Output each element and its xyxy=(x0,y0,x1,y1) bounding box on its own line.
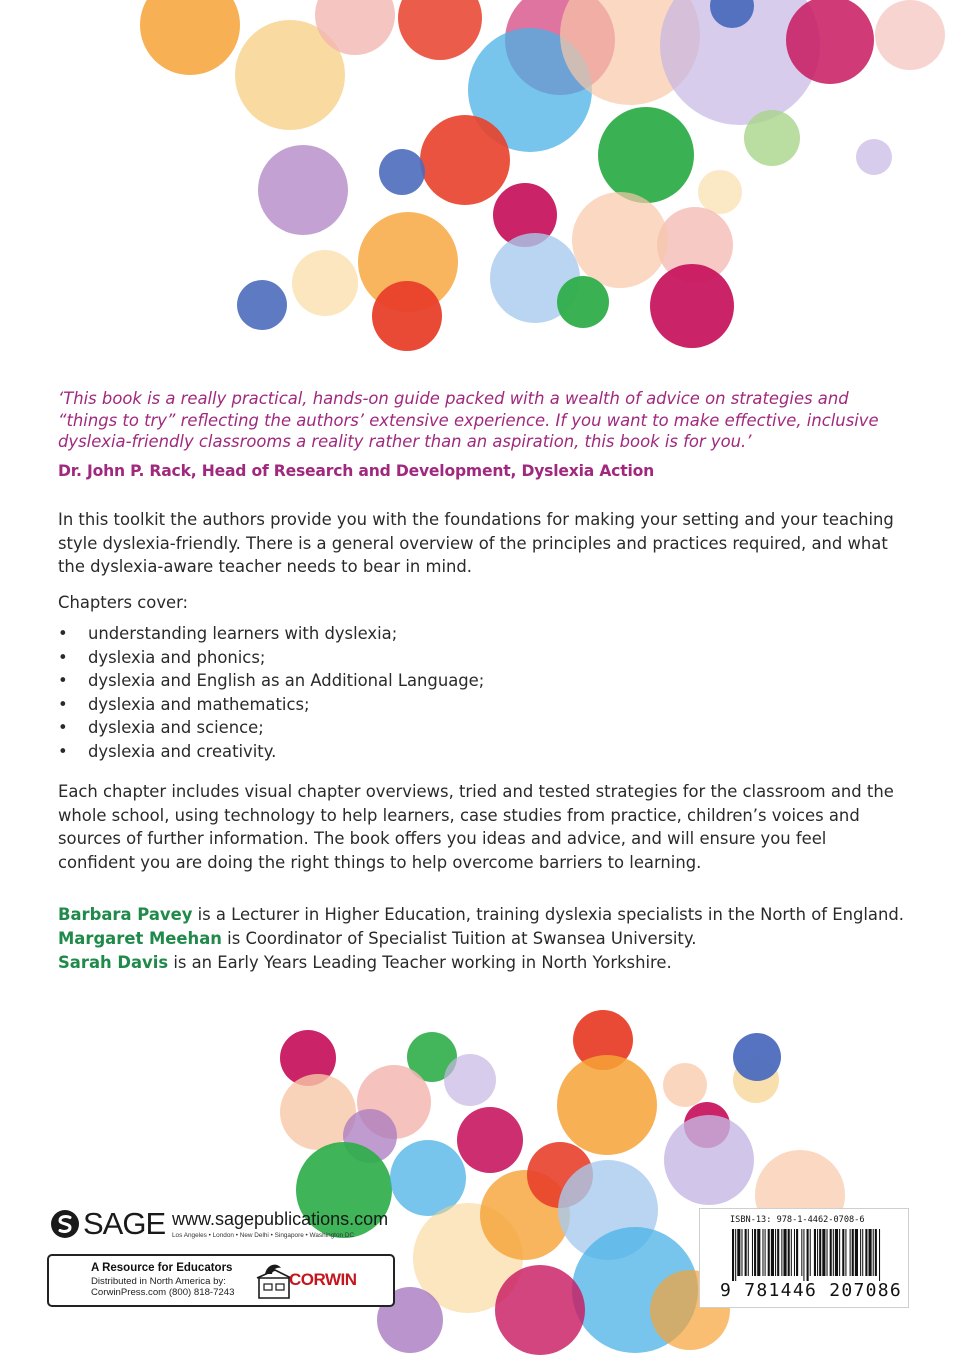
deco-circle xyxy=(557,1055,657,1155)
barcode-bar xyxy=(807,1229,809,1281)
deco-circle xyxy=(140,0,240,75)
barcode-digits: 9 781446 207086 xyxy=(720,1280,903,1301)
barcode-bar xyxy=(796,1229,798,1276)
chapters-label: Chapters cover: xyxy=(58,593,189,612)
author-bio xyxy=(58,951,904,975)
chapter-item-text: dyslexia and science; xyxy=(88,718,264,737)
barcode-bar xyxy=(814,1229,816,1276)
barcode-bar xyxy=(873,1229,874,1276)
barcode-bar xyxy=(822,1229,825,1276)
author-bio xyxy=(58,927,904,951)
barcode-bar xyxy=(777,1229,779,1276)
corwin-contact: CorwinPress.com (800) 818-7243 xyxy=(91,1287,235,1298)
circle-group-top xyxy=(140,0,945,351)
list-item xyxy=(58,740,904,764)
bullet: • xyxy=(58,718,68,737)
barcode-bar xyxy=(860,1229,861,1276)
author-bio-text: is an Early Years Leading Teacher working in North Yorkshire. xyxy=(168,953,672,972)
deco-circle xyxy=(390,1140,466,1216)
barcode-bar xyxy=(781,1229,782,1276)
deco-circle xyxy=(557,276,609,328)
author-bio-text: is Coordinator of Specialist Tuition at Swansea University. xyxy=(221,929,697,948)
barcode-bar xyxy=(765,1229,766,1276)
chapter-item-text: dyslexia and phonics; xyxy=(88,647,266,667)
barcode-bar xyxy=(768,1229,770,1276)
testimonial-quote: ‘This book is a really practical, hands-on guide packed with a wealth of advice on strategies and “things to try” reflecting the authors’ extensive experience. If you want to make effective, inclusive dyslexia-friendly classrooms a reality rather than an aspiration, this book is for you.’ xyxy=(58,389,879,451)
barcode-bar xyxy=(754,1229,756,1276)
barcode-bar xyxy=(817,1229,818,1276)
bullet: • xyxy=(58,647,68,667)
barcode-bar xyxy=(879,1229,880,1281)
isbn-text: ISBN-13: 978-1-4462-0708-6 xyxy=(730,1215,865,1225)
sage-logo xyxy=(50,1206,165,1242)
deco-circle xyxy=(258,145,348,235)
deco-circle xyxy=(698,170,742,214)
barcode-bar xyxy=(741,1229,742,1276)
bullet: • xyxy=(58,694,68,714)
barcode-bar xyxy=(775,1229,776,1276)
deco-circle xyxy=(372,281,442,351)
barcode-bar xyxy=(869,1229,872,1276)
chapter-list xyxy=(58,622,904,763)
deco-circle xyxy=(856,139,892,175)
author-name: Barbara Pavey xyxy=(58,905,193,924)
isbn-barcode xyxy=(699,1208,909,1308)
barcode-bar xyxy=(752,1229,753,1276)
chapter-item-text: dyslexia and mathematics; xyxy=(88,694,310,714)
deco-circle xyxy=(420,115,510,205)
barcode-bar xyxy=(850,1229,851,1276)
intro-paragraph: In this toolkit the authors provide you with the foundations for making your setting and your teaching style dyslexia-friendly. There is a general overview of the principles and practices required, and what the dyslexia-aware teacher needs to bear in mind. xyxy=(58,510,894,576)
barcode-bar xyxy=(810,1229,811,1276)
chapter-item-text: dyslexia and creativity. xyxy=(88,741,277,761)
corwin-distribution-box xyxy=(47,1254,395,1307)
chapter-item-text: understanding learners with dyslexia; xyxy=(88,624,398,643)
author-name: Margaret Meehan xyxy=(58,929,222,948)
barcode-bar xyxy=(757,1229,760,1276)
list-item xyxy=(58,716,904,740)
resource-title: A Resource for Educators xyxy=(91,1262,233,1274)
decorative-circles-top xyxy=(0,0,962,360)
author-bio-text: is a Lecturer in Higher Education, training dyslexia specialists in the North of England. xyxy=(192,905,904,924)
deco-circle xyxy=(379,149,425,195)
deco-circle xyxy=(664,1115,754,1205)
corwin-wordmark: CORWIN xyxy=(289,1270,357,1289)
deco-circle xyxy=(457,1107,523,1173)
deco-circle xyxy=(650,264,734,348)
list-item xyxy=(58,622,904,646)
bullet: • xyxy=(58,624,68,643)
barcode-bar xyxy=(732,1229,734,1281)
chapter-item-text: dyslexia and English as an Additional Language; xyxy=(88,671,485,690)
barcode-bar xyxy=(835,1229,838,1276)
barcode-bar xyxy=(852,1229,854,1276)
sage-emblem-icon xyxy=(50,1209,80,1239)
bullet: • xyxy=(58,671,68,690)
deco-circle xyxy=(237,280,287,330)
barcode-bar xyxy=(771,1229,774,1276)
deco-circle xyxy=(744,110,800,166)
deco-circle xyxy=(495,1265,585,1355)
deco-circle xyxy=(733,1033,781,1081)
summary-paragraph: Each chapter includes visual chapter overviews, tried and tested strategies for the classroom and the whole school, using technology to help learners, case studies from practice, children’s voices and sources of further information. The book offers you ideas and advice, and will ensure you feel confident you are doing the right things to help overcome barriers to learning. xyxy=(58,782,894,872)
list-item xyxy=(58,669,904,693)
author-bios xyxy=(58,903,904,975)
barcode-bar xyxy=(839,1229,840,1276)
deco-circle xyxy=(292,250,358,316)
barcode-bar xyxy=(762,1229,763,1276)
author-name: Sarah Davis xyxy=(58,953,169,972)
list-item xyxy=(58,646,904,670)
barcode-bar xyxy=(845,1229,846,1276)
deco-circle xyxy=(572,192,668,288)
publisher-url[interactable]: www.sagepublications.com xyxy=(172,1209,389,1229)
barcode-bar xyxy=(803,1229,804,1281)
barcode-bar xyxy=(794,1229,795,1276)
deco-circle xyxy=(663,1063,707,1107)
bullet: • xyxy=(58,741,68,761)
deco-circle xyxy=(786,0,874,84)
barcode-bar xyxy=(783,1229,786,1276)
barcode-bar xyxy=(830,1229,832,1276)
barcode-bar xyxy=(748,1229,749,1276)
barcode-bar xyxy=(855,1229,858,1276)
author-bio xyxy=(58,903,904,927)
deco-circle xyxy=(875,0,945,70)
list-item xyxy=(58,693,904,717)
barcode-bars xyxy=(732,1229,882,1281)
barcode-bar xyxy=(801,1229,802,1276)
quote-attribution: Dr. John P. Rack, Head of Research and Development, Dyslexia Action xyxy=(58,462,655,480)
distributed-line: Distributed in North America by: xyxy=(91,1276,226,1287)
deco-circle xyxy=(398,0,482,60)
barcode-bar xyxy=(833,1229,834,1276)
barcode-bar xyxy=(842,1229,844,1276)
barcode-bar xyxy=(865,1229,867,1276)
barcode-bar xyxy=(862,1229,863,1276)
barcode-bar xyxy=(788,1229,790,1276)
deco-circle xyxy=(444,1054,496,1106)
barcode-bar xyxy=(875,1229,877,1276)
barcode-bar xyxy=(737,1229,740,1276)
barcode-bar xyxy=(735,1229,736,1281)
sage-wordmark: SAGE xyxy=(83,1206,166,1241)
publisher-block xyxy=(50,1206,410,1250)
deco-circle xyxy=(598,107,694,203)
barcode-bar xyxy=(819,1229,821,1276)
publisher-cities: Los Angeles • London • New Delhi • Singapore • Washington DC xyxy=(172,1232,355,1239)
barcode-bar xyxy=(745,1229,747,1276)
barcode-bar xyxy=(791,1229,792,1276)
barcode-bar xyxy=(827,1229,828,1276)
